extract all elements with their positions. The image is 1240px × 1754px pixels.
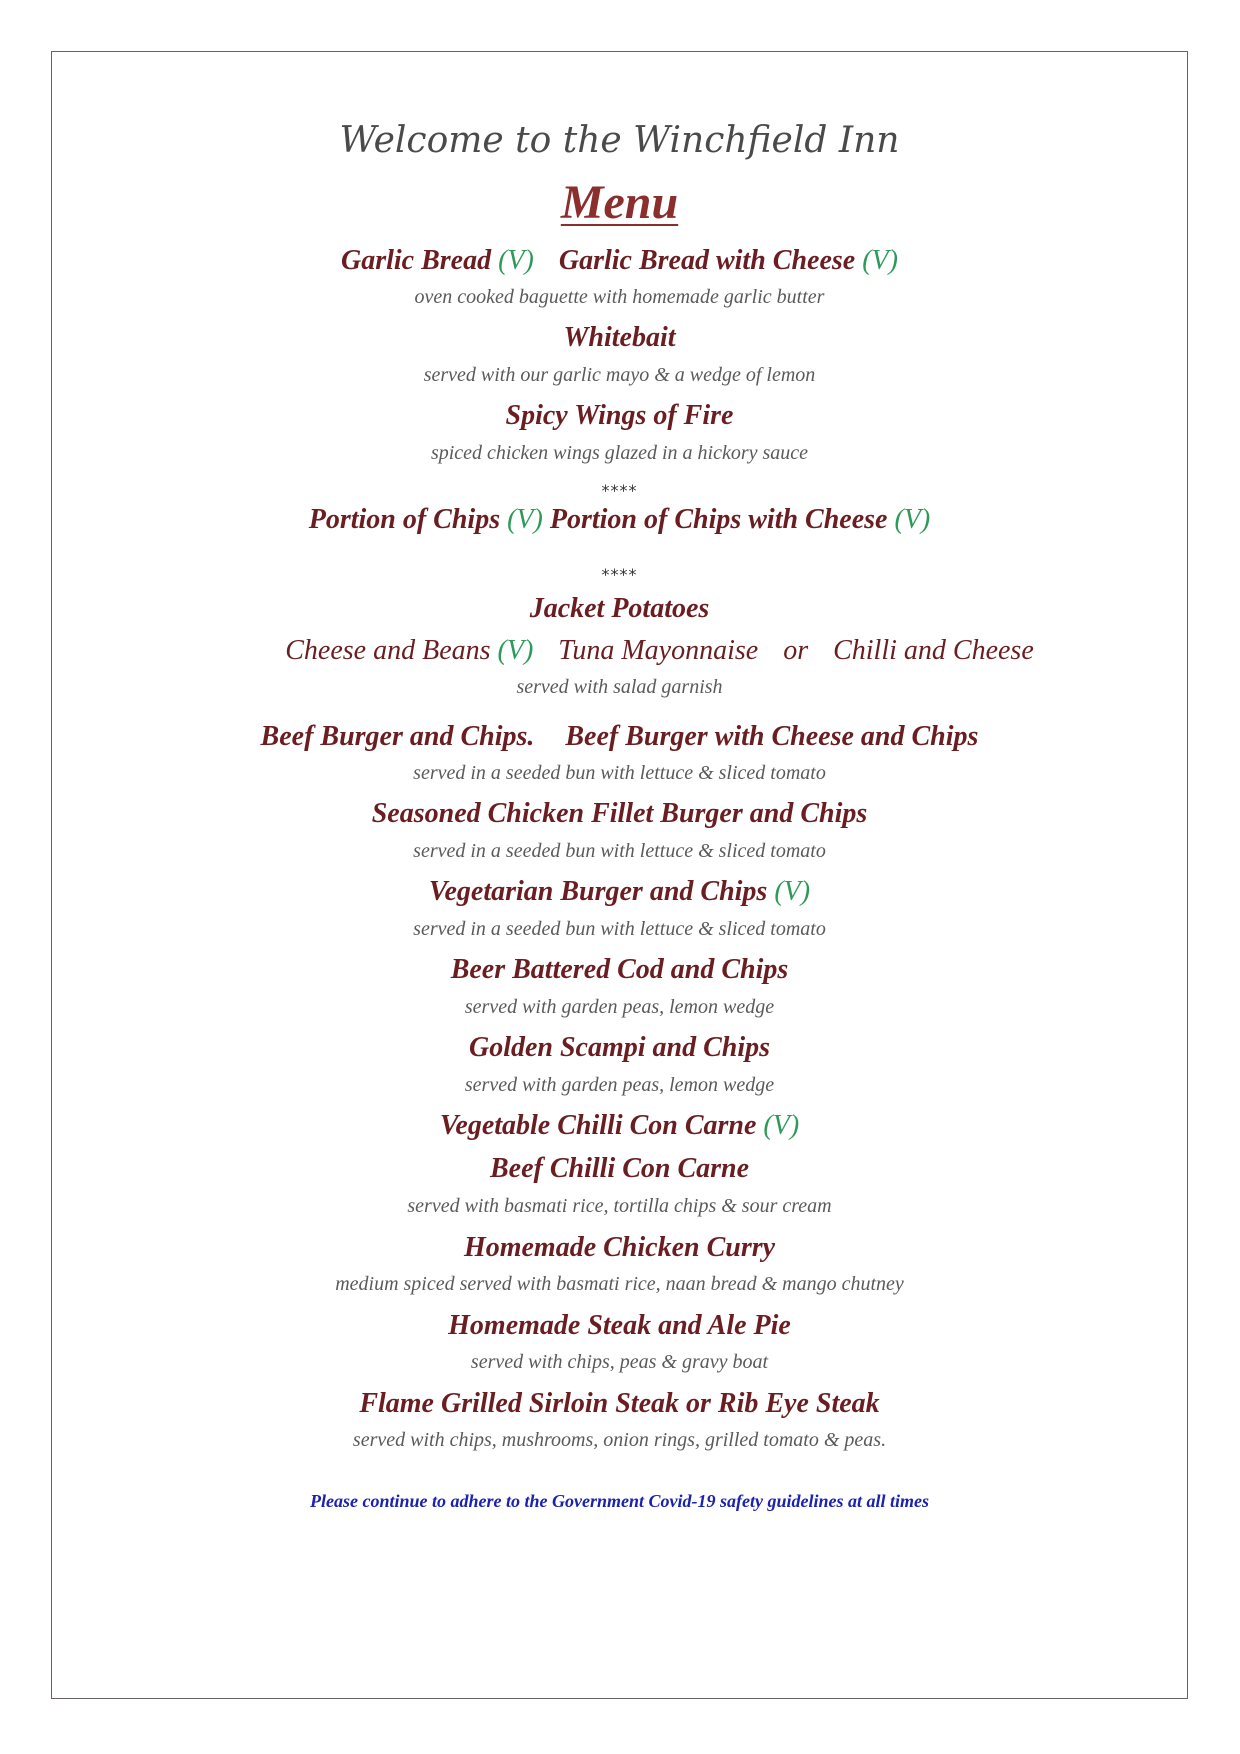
chilli-desc: served with basmati rice, tortilla chips & sour cream (407, 1195, 832, 1217)
scampi-desc: served with garden peas, lemon wedge (464, 1074, 775, 1096)
jacket-option-tuna: Tuna Mayonnaise (558, 635, 759, 666)
menu-title-row (51, 176, 1188, 229)
veg-burger-desc: served in a seeded bun with lettuce & sliced tomato (413, 918, 826, 940)
dish-portion-of-chips-cheese: Portion of Chips with Cheese (549, 504, 888, 535)
jacket-desc: served with salad garnish (516, 676, 723, 698)
dish-beef-chilli: Beef Chilli Con Carne (489, 1153, 750, 1184)
dish-steak-ale-pie: Homemade Steak and Ale Pie (448, 1310, 791, 1341)
dish-beef-burger: Beef Burger and Chips. (260, 721, 535, 752)
separator: **** (601, 565, 638, 584)
dish-chicken-burger: Seasoned Chicken Fillet Burger and Chips (371, 798, 868, 829)
cod-desc: served with garden peas, lemon wedge (464, 996, 775, 1018)
dish-chicken-curry: Homemade Chicken Curry (463, 1232, 776, 1263)
dish-garlic-bread: Garlic Bread (341, 245, 492, 276)
dish-vegetable-chilli: Vegetable Chilli Con Carne (439, 1110, 757, 1141)
steak-desc: served with chips, mushrooms, onion rings, grilled tomato & peas. (352, 1429, 887, 1451)
dish-spicy-wings: Spicy Wings of Fire (505, 400, 734, 431)
wings-desc: spiced chicken wings glazed in a hickory sauce (430, 442, 809, 464)
covid-notice: Please continue to adhere to the Government Covid-19 safety guidelines at all times (310, 1491, 929, 1511)
chips-row (51, 506, 1188, 534)
veg-mark: (V) (498, 245, 534, 276)
beef-burger-row (51, 723, 1188, 751)
menu-title: Menu (560, 176, 679, 229)
veg-mark: (V) (497, 635, 534, 666)
veg-mark: (V) (507, 504, 543, 535)
veg-mark: (V) (862, 245, 898, 276)
garlic-bread-row (51, 247, 1188, 275)
dish-beer-battered-cod: Beer Battered Cod and Chips (450, 954, 789, 985)
welcome-heading: Welcome to the Winchfield Inn (339, 120, 900, 161)
chicken-burger-desc: served in a seeded bun with lettuce & sliced tomato (413, 840, 826, 862)
dish-garlic-bread-cheese: Garlic Bread with Cheese (558, 245, 856, 276)
dish-vegetarian-burger: Vegetarian Burger and Chips (428, 876, 768, 907)
jacket-option-chilli-cheese: Chilli and Cheese (833, 635, 1034, 666)
dish-jacket-potatoes: Jacket Potatoes (529, 593, 710, 624)
garlic-bread-desc: oven cooked baguette with homemade garlic butter (414, 286, 825, 308)
dish-golden-scampi: Golden Scampi and Chips (468, 1032, 771, 1063)
veg-chilli-row (51, 1112, 1188, 1140)
veg-burger-row (51, 878, 1188, 906)
dish-portion-of-chips: Portion of Chips (308, 504, 501, 535)
jacket-option-or: or (783, 635, 809, 666)
dish-beef-burger-cheese: Beef Burger with Cheese and Chips (565, 721, 979, 752)
whitebait-desc: served with our garlic mayo & a wedge of lemon (423, 364, 816, 386)
beef-burger-desc: served in a seeded bun with lettuce & sliced tomato (413, 762, 826, 784)
curry-desc: medium spiced served with basmati rice, naan bread & mango chutney (335, 1273, 904, 1295)
dish-steak: Flame Grilled Sirloin Steak or Rib Eye Steak (359, 1388, 880, 1419)
pie-desc: served with chips, peas & gravy boat (470, 1351, 769, 1373)
jacket-option-cheese-beans: Cheese and Beans (285, 635, 491, 666)
veg-mark: (V) (774, 876, 811, 907)
jacket-options-row (91, 637, 1228, 665)
separator: **** (601, 481, 638, 500)
veg-mark: (V) (763, 1110, 800, 1141)
dish-whitebait: Whitebait (563, 322, 676, 353)
veg-mark: (V) (894, 504, 931, 535)
